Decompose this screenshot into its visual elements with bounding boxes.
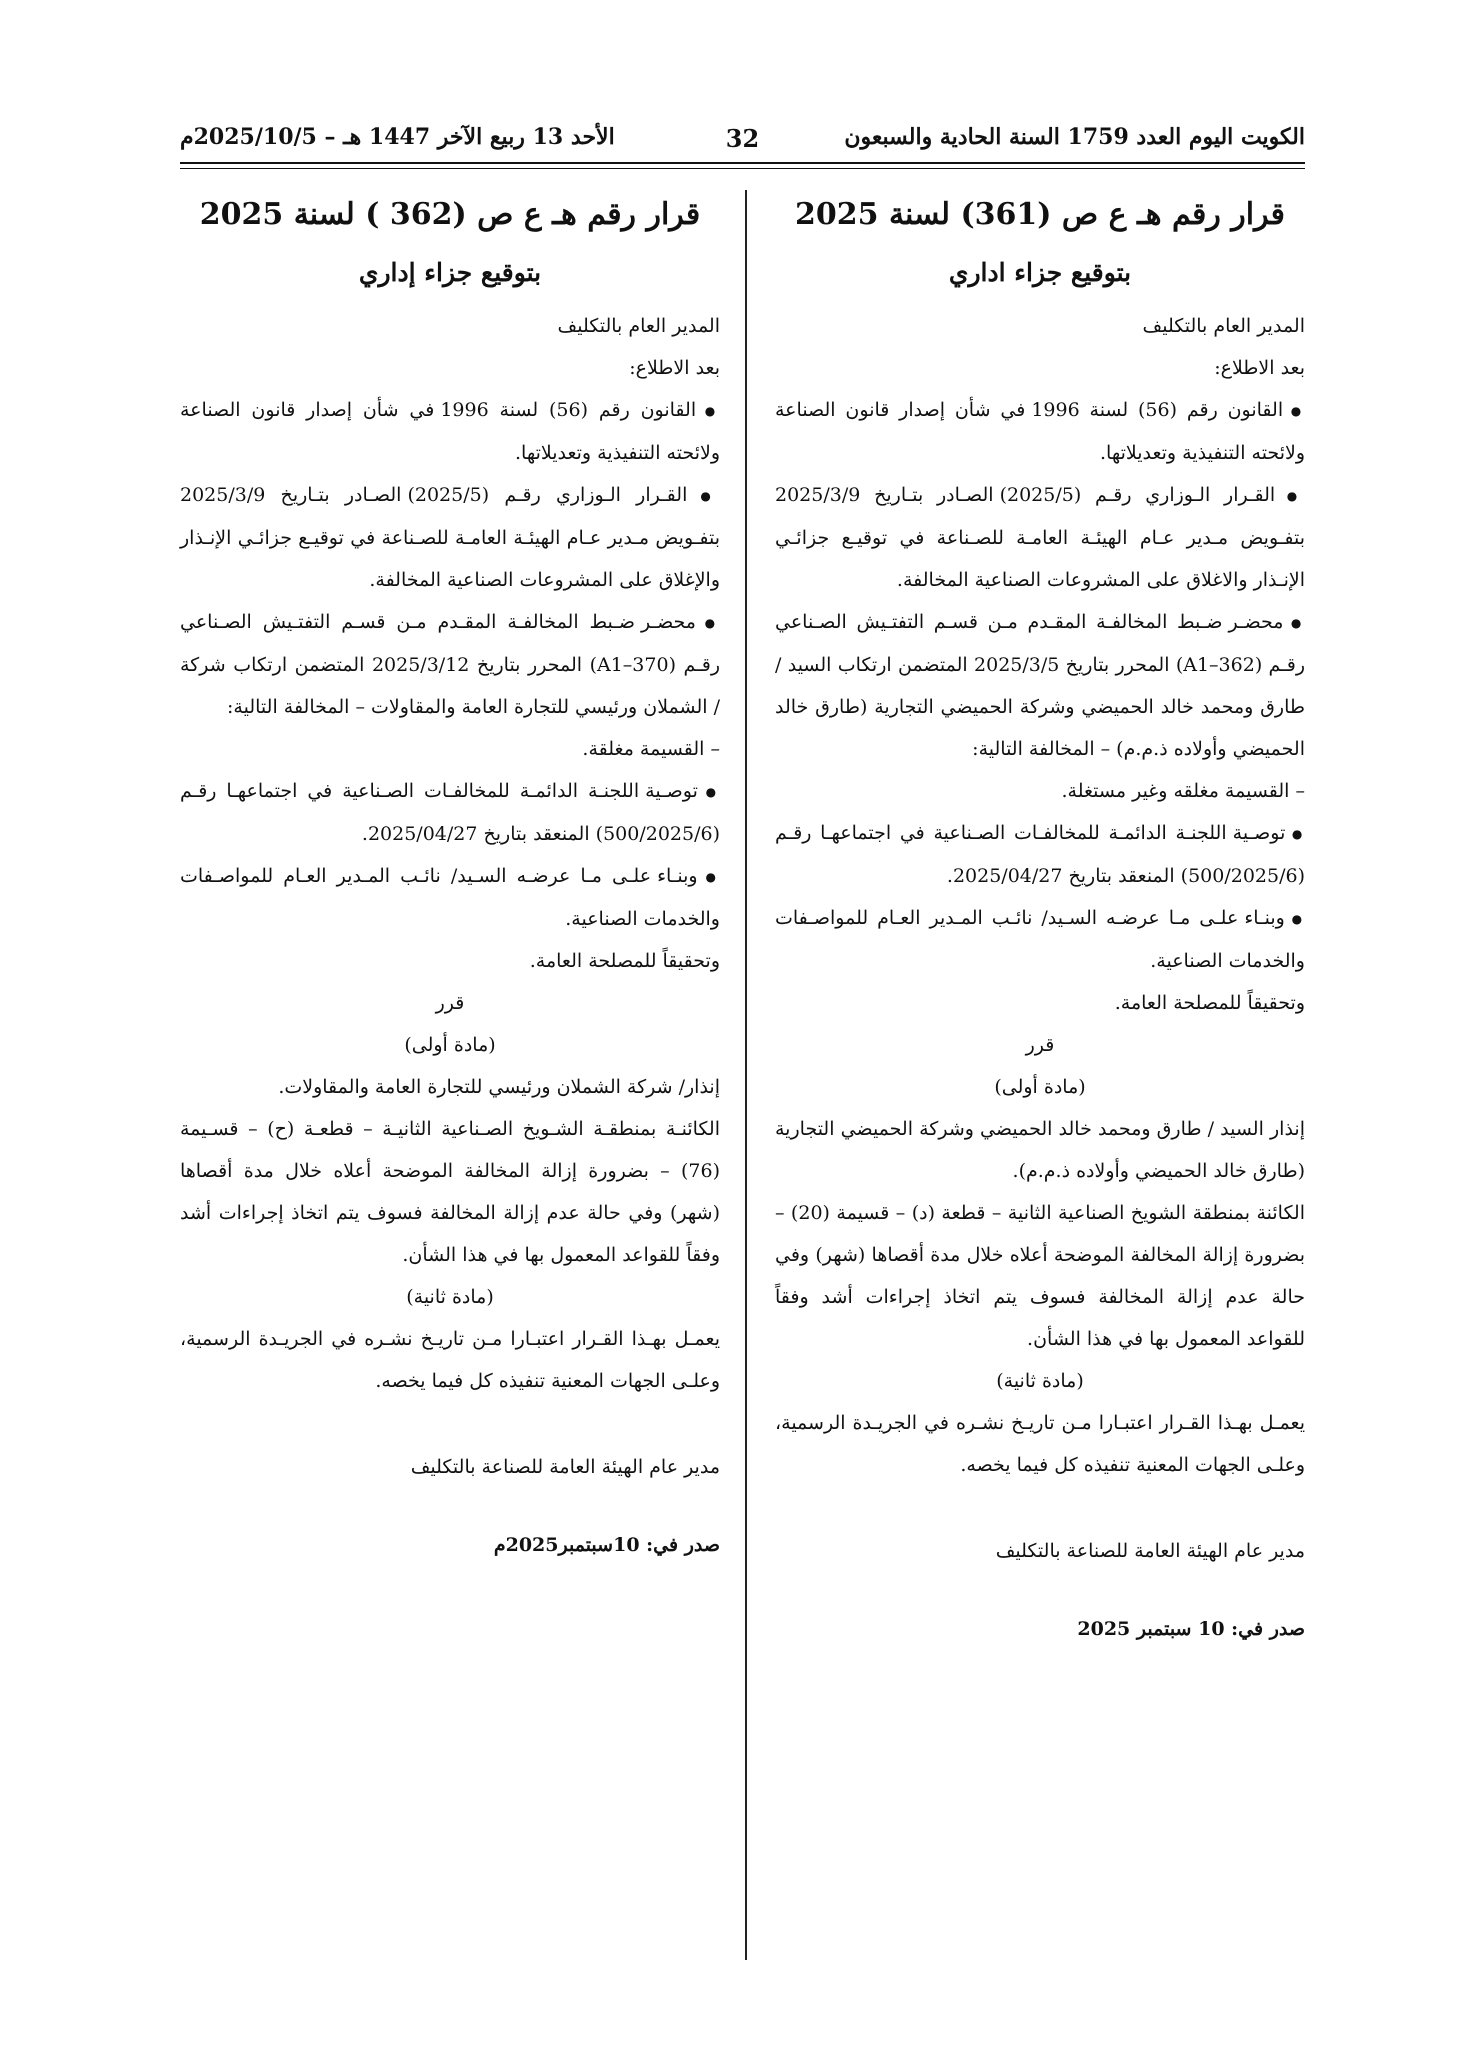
committee-recommendation: ● توصـية اللجنـة الدائمـة للمخالفـات الصـناعية في اجتماعهـا رقـم (500/2025/6) المنعقد بتاريخ 2025/04/27. — [775, 812, 1305, 897]
after-review: بعد الاطلاع: — [629, 357, 720, 379]
article-2-heading: (مادة ثانية) — [406, 1286, 494, 1308]
based-on: ● وبنـاء علـى مـا عرضـه السـيد/ نائـب المـدير العـام للمواصـفات والخدمات الصناعية. — [180, 855, 720, 940]
page-header — [180, 118, 1305, 160]
committee-recommendation: ● توصـية اللجنـة الدائمـة للمخالفـات الصـناعية في اجتماعهـا رقـم (500/2025/6) المنعقد بتاريخ 2025/04/27. — [180, 770, 720, 855]
public-interest: وتحقيقاً للمصلحة العامة. — [529, 950, 720, 972]
decision-title: قرار رقم هـ ع ص (362 ) لسنة 2025 — [199, 197, 701, 232]
issuer: المدير العام بالتكليف — [1142, 315, 1305, 337]
violation-item: – القسيمة مغلقة. — [582, 738, 720, 760]
violation-item: – القسيمة مغلقه وغير مستغلة. — [1061, 780, 1305, 802]
issued-date: صدر في: 10 سبتمبر 2025 — [1077, 1618, 1305, 1640]
signature: مدير عام الهيئة العامة للصناعة بالتكليف — [995, 1540, 1305, 1562]
decided-heading: قرر — [1025, 1034, 1055, 1056]
location-text: الكائنة بمنطقة الشويخ الصناعية الثانية – قطعة (د) – قسيمة (20) – بضرورة إزالة المخالفة الموضحة أعلاه خلال مدة أقصاها (شهر) وفي حالة عدم إزالة المخالفة فسوف يتم اتخاذ إجراءات أشد وفقاً للقواعد المعمول بها في هذا الشأن. — [775, 1202, 1306, 1350]
signature: مدير عام الهيئة العامة للصناعة بالتكليف — [410, 1456, 720, 1478]
effective-text: يعمـل بهـذا القـرار اعتبـارا مـن تاريـخ نشـره في الجريـدة الرسمية، وعلـى الجهات المعنية تنفيذه كل فيما يخصه. — [180, 1328, 720, 1392]
header-rule-thin — [180, 168, 1305, 169]
public-interest: وتحقيقاً للمصلحة العامة. — [1114, 992, 1305, 1014]
ministerial-decision: ● القـرار الـوزاري رقـم (2025/5) الصـادر بتـاريخ 2025/3/9 بتفـويض مـدير عـام الهيئـة العامـة للصـناعة في توقيـع جزائـي الإنـذار والإغلاق على المشروعات الصناعية المخالفة. — [180, 474, 720, 601]
decision-361 — [775, 185, 1305, 1650]
issue-date: الأحد 13 ربيع الآخر 1447 هـ – 2025/10/5م — [180, 124, 615, 150]
page-number: 32 — [725, 124, 760, 153]
decided-heading: قرر — [435, 992, 465, 1014]
publication-info: الكويت اليوم العدد 1759 السنة الحادية والسبعون — [844, 124, 1305, 150]
location-text: الكائنـة بمنطقـة الشـويخ الصـناعية الثانيـة – قطعـة (ح) – قسـيمة (76) – بضرورة إزالة المخالفة الموضحة أعلاه خلال مدة أقصاها (شهر) وفي حالة عدم إزالة المخالفة فسوف يتم اتخاذ إجراءات أشد وفقاً للقواعد المعمول بها في هذا الشأن. — [180, 1118, 720, 1266]
article-2-heading: (مادة ثانية) — [996, 1370, 1084, 1392]
issuer: المدير العام بالتكليف — [557, 315, 720, 337]
header-rule — [180, 162, 1305, 164]
warning-text: إنذار السيد / طارق ومحمد خالد الحميضي وشركة الحميضي التجارية (طارق خالد الحميضي وأولاده ذ.م.م). — [775, 1118, 1305, 1182]
based-on: ● وبنـاء علـى مـا عرضـه السـيد/ نائـب المـدير العـام للمواصـفات والخدمات الصناعية. — [775, 897, 1305, 982]
warning-text: إنذار/ شركة الشملان ورئيسي للتجارة العامة والمقاولات. — [278, 1076, 720, 1098]
violation-report: ● محضـر ضـبط المخالفـة المقـدم مـن قسـم التفتـيش الصـناعي رقـم (A1–362) المحرر بتاريخ 2025/3/5 المتضمن ارتكاب السيد / طارق ومحمد خالد الحميضي وشركة الحميضي التجارية (طارق خالد الحميضي وأولاده ذ.م.م) – المخالفة التالية: — [775, 601, 1305, 770]
column-divider — [745, 190, 747, 1960]
law-reference: ● القانون رقم (56) لسنة 1996 في شأن إصدار قانون الصناعة ولائحته التنفيذية وتعديلاتها. — [180, 389, 720, 474]
effective-text: يعمـل بهـذا القـرار اعتبـارا مـن تاريـخ نشـره في الجريـدة الرسمية، وعلـى الجهات المعنية تنفيذه كل فيما يخصه. — [775, 1412, 1305, 1476]
violation-report: ● محضـر ضـبط المخالفـة المقـدم مـن قسـم التفتـيش الصـناعي رقـم (A1–370) المحرر بتاريخ 2025/3/12 المتضمن ارتكاب شركة / الشملان ورئيسي للتجارة العامة والمقاولات – المخالفة التالية: — [180, 601, 720, 728]
article-1-heading: (مادة أولى) — [994, 1076, 1086, 1098]
decision-title: قرار رقم هـ ع ص (361) لسنة 2025 — [795, 197, 1285, 232]
article-1-heading: (مادة أولى) — [404, 1034, 496, 1056]
decision-subtitle: بتوقيع جزاء إداري — [358, 258, 542, 287]
law-reference: ● القانون رقم (56) لسنة 1996 في شأن إصدار قانون الصناعة ولائحته التنفيذية وتعديلاتها. — [775, 389, 1305, 474]
ministerial-decision: ● القـرار الـوزاري رقـم (2025/5) الصـادر بتـاريخ 2025/3/9 بتفـويض مـدير عـام الهيئـة العامـة للصـناعة في توقيـع جزائـي الإنـذار والاغلاق على المشروعات الصناعية المخالفة. — [775, 474, 1305, 601]
issued-date: صدر في: 10سبتمبر2025م — [493, 1534, 720, 1556]
after-review: بعد الاطلاع: — [1214, 357, 1305, 379]
decision-subtitle: بتوقيع جزاء اداري — [948, 258, 1132, 287]
decision-362 — [180, 185, 720, 1566]
